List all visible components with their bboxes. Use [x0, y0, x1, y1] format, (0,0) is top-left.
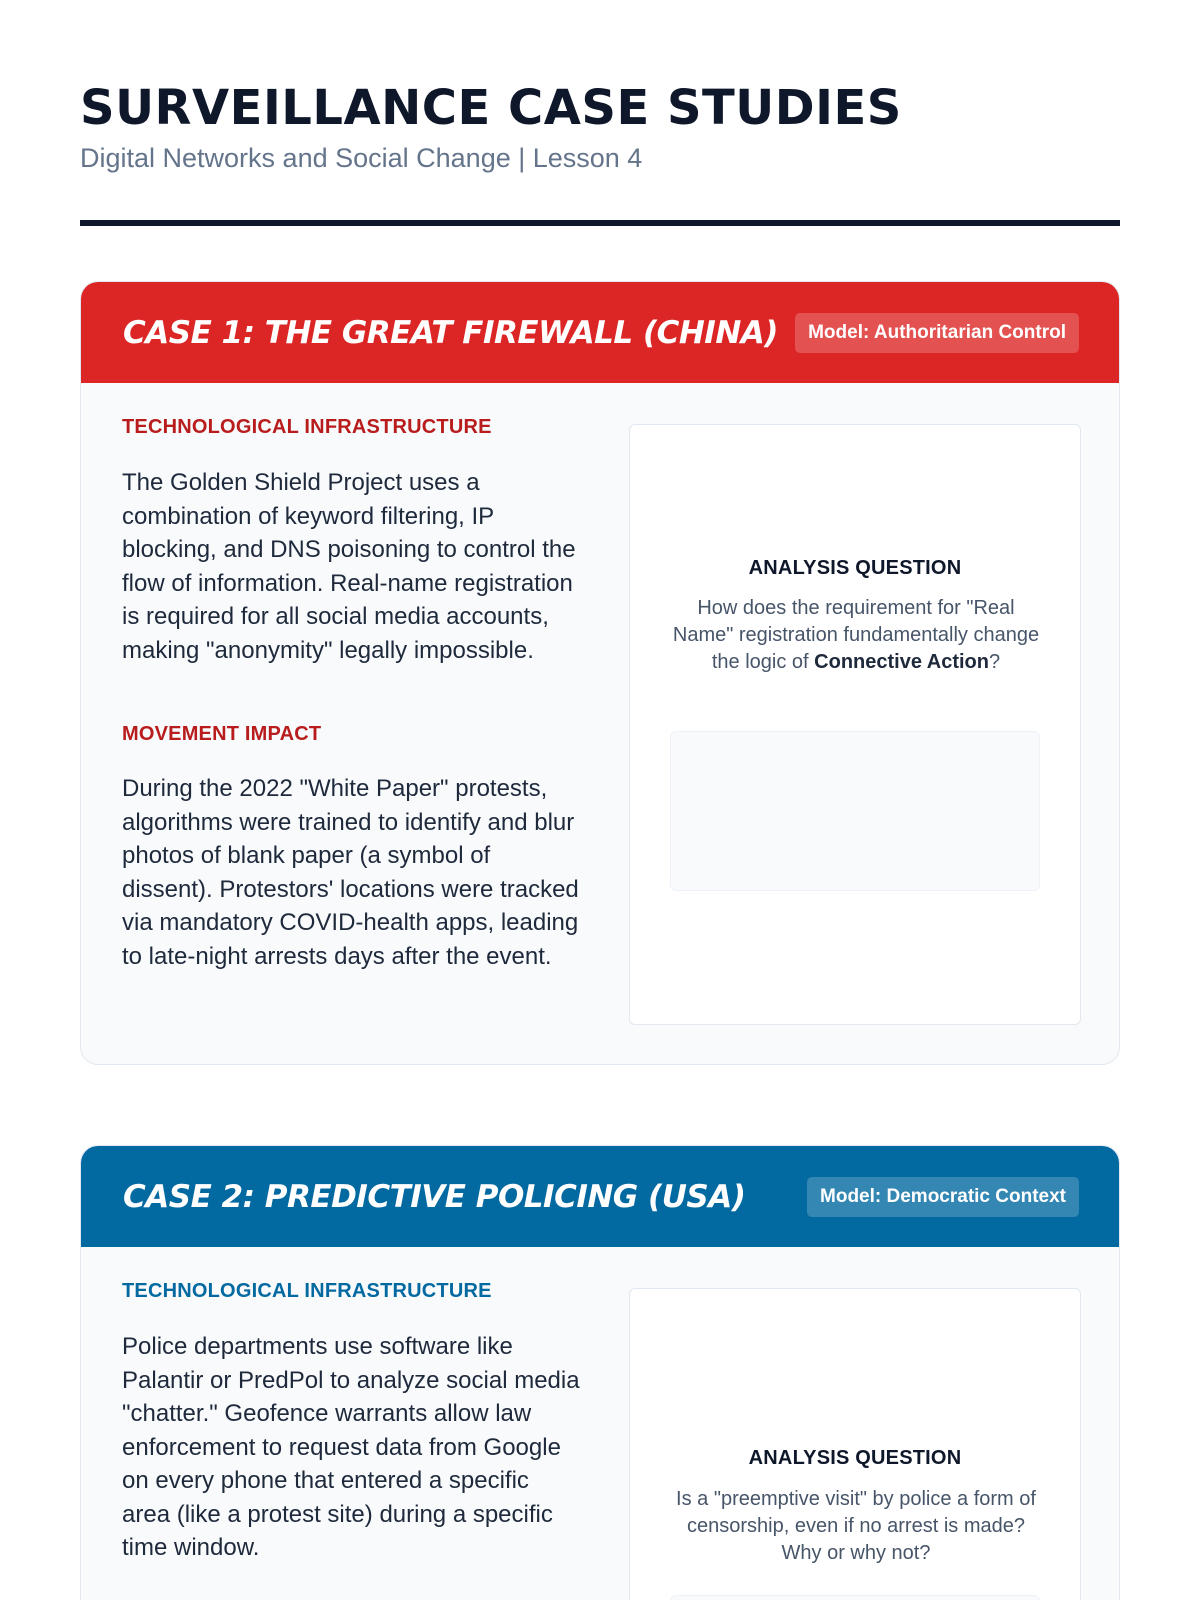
- question-text-1-start: How does the requirement for "Real Name" registration fundamentally change the logic of: [672, 597, 1040, 673]
- analysis-question-box-2: [629, 1288, 1081, 1600]
- question-text-2: Is a "preemptive visit" by police a form of censorship, even if no arrest is made? Why or why not?: [676, 1488, 1036, 1564]
- infrastructure-text-1: The Golden Shield Project uses a combination of keyword filtering, IP blocking, and DNS poisoning to control the flow of information. Real-name registration is required for all social media accounts, making "anonymity" legally impossible.: [122, 469, 576, 664]
- model-badge-2: Model: Democratic Context: [807, 1177, 1079, 1217]
- case-title-2: CASE 2: PREDICTIVE POLICING (USA): [123, 1178, 746, 1215]
- case-header-1: [81, 282, 1119, 383]
- question-heading-1: ANALYSIS QUESTION: [748, 557, 962, 579]
- question-text-1-end: ?: [989, 651, 1001, 673]
- question-heading-2: ANALYSIS QUESTION: [748, 1447, 962, 1469]
- page-title: SURVEILLANCE CASE STUDIES: [80, 80, 902, 136]
- impact-label-1: MOVEMENT IMPACT: [122, 723, 322, 745]
- infrastructure-label-1: TECHNOLOGICAL INFRASTRUCTURE: [122, 416, 492, 438]
- title-divider: [80, 220, 1120, 226]
- question-text-1-emphasis: Connective Action: [814, 651, 989, 673]
- document-page: [80, 0, 1120, 1600]
- case-card-2: [80, 1145, 1120, 1600]
- infrastructure-label-2: TECHNOLOGICAL INFRASTRUCTURE: [122, 1280, 492, 1302]
- answer-area-2[interactable]: [670, 1595, 1040, 1600]
- page-subtitle: Digital Networks and Social Change | Lesson 4: [80, 143, 643, 173]
- infrastructure-text-2: Police departments use software like Palantir or PredPol to analyze social media "chatter." Geofence warrants allow law enforcement to request data from Google on every phone that entered a specific area (like a protest site) during a specific time window.: [122, 1333, 580, 1561]
- impact-text-1: During the 2022 "White Paper" protests, algorithms were trained to identify and blur photos of blank paper (a symbol of dissent). Protestors' locations were tracked via mandatory COVID-health apps, leading to late-night arrests days after the event.: [122, 775, 579, 970]
- case-header-2: [81, 1146, 1119, 1247]
- analysis-question-box-1: [629, 424, 1081, 1025]
- model-badge-1: Model: Authoritarian Control: [795, 313, 1079, 353]
- case-title-1: CASE 1: THE GREAT FIREWALL (CHINA): [123, 314, 778, 351]
- question-text-1: [670, 595, 1042, 676]
- case-card-1: [80, 281, 1120, 1065]
- answer-area-1[interactable]: [670, 731, 1040, 891]
